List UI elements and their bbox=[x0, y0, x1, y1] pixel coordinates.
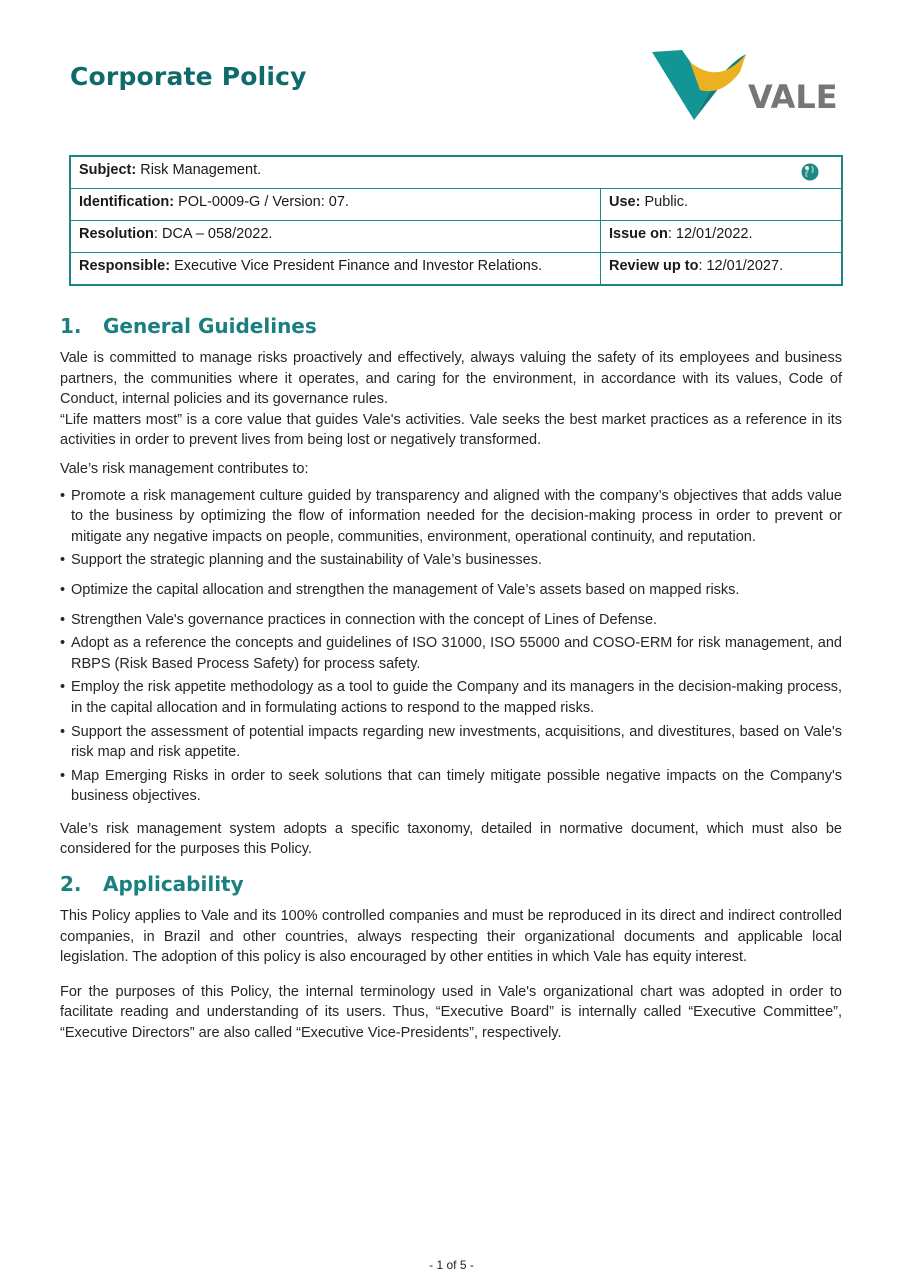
responsible-cell bbox=[70, 253, 601, 286]
list-item: • Optimize the capital allocation and strengthen the management of Vale’s assets based on mapped risks. bbox=[60, 580, 842, 601]
policy-metadata-table bbox=[69, 155, 843, 286]
resolution-row bbox=[70, 221, 842, 253]
section-number: 1. bbox=[60, 314, 82, 338]
paragraph: Vale’s risk management system adopts a specific taxonomy, detailed in normative document, which must also be considered for the purposes this Policy. bbox=[60, 820, 842, 858]
globe-icon bbox=[801, 163, 819, 181]
subject-row bbox=[70, 156, 842, 189]
resolution-cell bbox=[70, 221, 601, 253]
list-item: • Employ the risk appetite methodology as a tool to guide the Company and its managers in the decision-making process, in the capital allocation and in formulating actions to respond to the mapped risks. bbox=[60, 679, 842, 716]
resolution-value: : DCA – 058/2022. bbox=[153, 226, 273, 242]
bullet: • bbox=[60, 611, 66, 628]
use-label: Use: bbox=[609, 194, 641, 210]
list-item: • Map Emerging Risks in order to seek solutions that can timely mitigate possible negative impacts on the Company's business objectives. bbox=[60, 767, 842, 805]
section-number: 2. bbox=[60, 872, 82, 897]
list-item: • Support the strategic planning and the sustainability of Vale’s businesses. bbox=[60, 550, 842, 571]
paragraph: For the purposes of this Policy, the internal terminology used in Vale's organizational chart was adopted in order to facilitate reading and understanding of its users. Thus, “Executive Board” is internally called “Executive Committee”, “Executive Directors” are also called “Executive Vice-Presidents”, respectively. bbox=[60, 983, 842, 1042]
section-title: General Guidelines bbox=[103, 314, 317, 338]
paragraph: This Policy applies to Vale and its 100% controlled companies and must be reproduced in its direct and indirect controlled companies, in Brazil and other countries, always respecting their organizational documents and applicable local legislation. The adoption of this policy is also encouraged by other entities in which Vale has equity interest. bbox=[60, 908, 842, 966]
paragraph: “Life matters most” is a core value that guides Vale's activities. Vale seeks the best market practices as a reference in its activities in order to prevent lives from being lost or negatively transformed. bbox=[60, 411, 842, 449]
review-value: : 12/01/2027. bbox=[698, 258, 784, 274]
bullet: • bbox=[60, 767, 66, 784]
section-heading-general-guidelines bbox=[60, 314, 842, 338]
logo-wordmark: VALE bbox=[748, 78, 838, 116]
document-body bbox=[60, 314, 842, 1044]
identification-value: POL-0009-G / Version: 07. bbox=[178, 194, 349, 210]
paragraph: Vale’s risk management contributes to: bbox=[60, 460, 309, 477]
contribution-list bbox=[60, 486, 842, 807]
bullet: • bbox=[60, 723, 66, 740]
resolution-label: Resolution bbox=[79, 226, 154, 242]
use-value: Public. bbox=[644, 194, 688, 210]
review-label: Review up to bbox=[609, 258, 699, 274]
responsible-value: Executive Vice President Finance and Investor Relations. bbox=[174, 258, 543, 274]
vale-logo bbox=[650, 46, 840, 126]
bullet: • bbox=[60, 679, 66, 696]
issue-value: : 12/01/2022. bbox=[667, 226, 753, 242]
responsible-row bbox=[70, 253, 842, 286]
list-item: • Promote a risk management culture guided by transparency and aligned with the company’s objectives that adds value to the business by optimizing the flow of information needed for the decision-making process in order to prevent or mitigate any negative impacts on people, communities, environment, operational continuity, and reputation. bbox=[60, 487, 842, 545]
use-cell bbox=[601, 189, 843, 221]
page-number: - 1 of 5 - bbox=[429, 1258, 474, 1272]
bullet: • bbox=[60, 581, 66, 598]
section-title: Applicability bbox=[103, 872, 244, 897]
section-heading-applicability bbox=[60, 872, 842, 896]
responsible-label: Responsible: bbox=[79, 258, 171, 274]
issue-cell bbox=[601, 221, 843, 253]
bullet: • bbox=[60, 635, 66, 652]
paragraph: Vale is committed to manage risks proactively and effectively, always valuing the safety of its employees and business partners, the communities where it operates, and caring for the environment, in accordance with its values, Code of Conduct, internal policies and its governance rules. bbox=[60, 350, 842, 408]
list-item: • Strengthen Vale's governance practices in connection with the concept of Lines of Defense. bbox=[60, 610, 842, 631]
identification-cell bbox=[70, 189, 601, 221]
list-item: • Support the assessment of potential impacts regarding new investments, acquisitions, and divestitures, based on Vale's risk map and risk appetite. bbox=[60, 723, 842, 761]
bullet: • bbox=[60, 487, 66, 504]
subject-label: Subject: bbox=[79, 162, 137, 178]
issue-label: Issue on bbox=[609, 226, 668, 242]
list-item: • Adopt as a reference the concepts and guidelines of ISO 31000, ISO 55000 and COSO-ERM for risk management, and RBPS (Risk Based Process Safety) for process safety. bbox=[60, 635, 842, 672]
identification-row bbox=[70, 189, 842, 221]
document-title: Corporate Policy bbox=[70, 62, 307, 91]
bullet: • bbox=[60, 552, 66, 569]
review-cell bbox=[601, 253, 843, 286]
subject-cell bbox=[70, 156, 842, 189]
identification-label: Identification: bbox=[79, 194, 175, 210]
subject-value: Risk Management. bbox=[140, 162, 262, 178]
